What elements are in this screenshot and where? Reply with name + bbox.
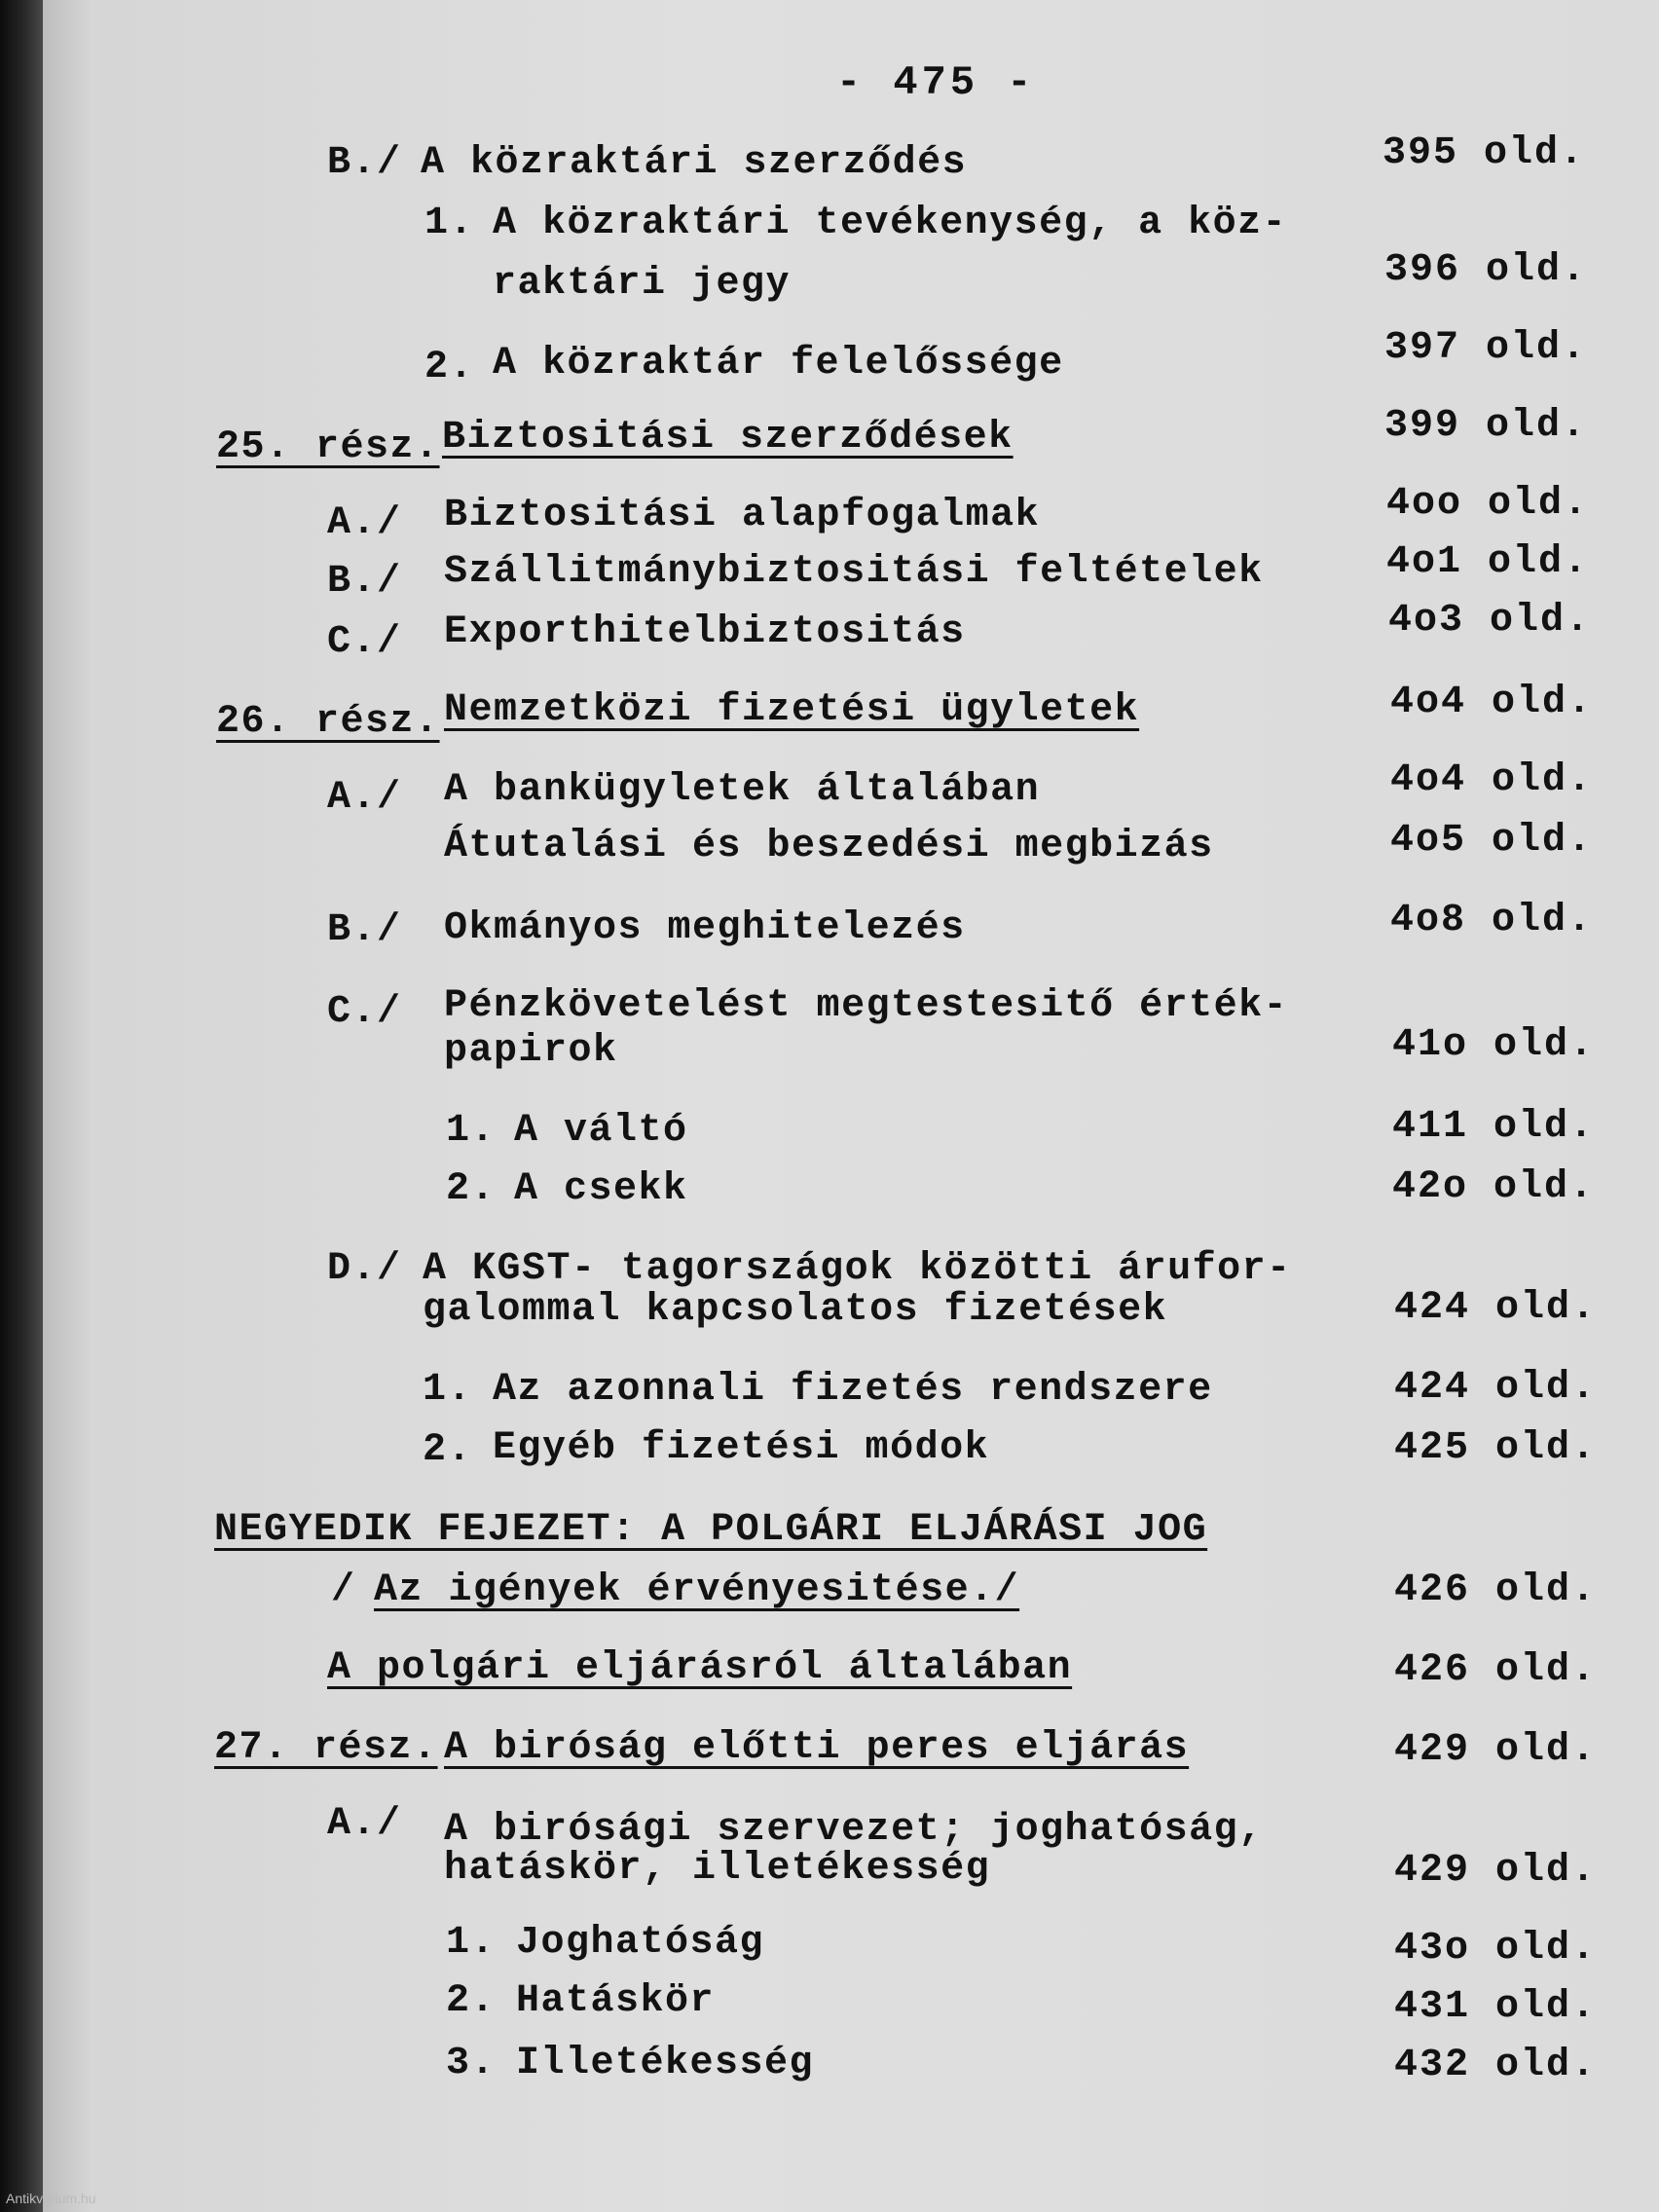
toc-prefix: A./ (327, 776, 402, 820)
toc-prefix: 1. (423, 1368, 473, 1412)
toc-page-ref: 4o5 old. (1390, 819, 1594, 863)
toc-entry-title: Szállitmánybiztositási feltételek (444, 550, 1264, 594)
chapter-heading: NEGYEDIK FEJEZET: A POLGÁRI ELJÁRÁSI JOG (214, 1508, 1208, 1552)
document-page (43, 0, 1659, 2212)
toc-page-ref: 4o4 old. (1390, 681, 1594, 724)
toc-entry-title: Joghatóság (516, 1921, 765, 1965)
toc-entry-title: A KGST- tagországok közötti árufor- (423, 1247, 1292, 1291)
toc-page-ref: 411 old. (1392, 1105, 1596, 1149)
toc-prefix: A./ (327, 1802, 402, 1846)
toc-prefix: D./ (327, 1247, 402, 1291)
toc-entry-title: raktári jegy (493, 262, 792, 306)
toc-part-label: 25. rész. (216, 425, 440, 469)
toc-page-ref: 395 old. (1382, 131, 1586, 175)
toc-part-title: A biróság előtti peres eljárás (444, 1726, 1190, 1770)
toc-page-ref: 43o old. (1394, 1927, 1598, 1971)
toc-page-ref: 4o3 old. (1388, 599, 1592, 643)
toc-entry-title: Pénzkövetelést megtestesitő érték- (444, 984, 1289, 1028)
toc-prefix: B./ (327, 908, 402, 952)
toc-part-title: Biztositási szerződések (442, 416, 1014, 460)
toc-prefix: 1. (424, 202, 475, 245)
toc-prefix: B./ (327, 141, 402, 185)
toc-page-ref: 42o old. (1392, 1165, 1596, 1209)
toc-page-ref: 429 old. (1394, 1849, 1598, 1893)
toc-prefix: 2. (423, 1428, 473, 1472)
toc-prefix: C./ (327, 990, 402, 1034)
toc-entry-title: A közraktári szerződés (421, 141, 968, 185)
toc-page-ref: 399 old. (1384, 404, 1588, 448)
toc-part-title: Nemzetközi fizetési ügyletek (444, 688, 1140, 732)
toc-page-ref: 41o old. (1392, 1023, 1596, 1067)
toc-entry-title: A csekk (514, 1167, 688, 1211)
toc-section-title: A polgári eljárásról általában (327, 1646, 1073, 1690)
toc-page-ref: 424 old. (1394, 1366, 1598, 1410)
page-number: - 475 - (836, 59, 1036, 106)
watermark: Antikvarium.hu (6, 2191, 96, 2206)
toc-page-ref: 432 old. (1394, 2044, 1598, 2087)
toc-page-ref: 396 old. (1384, 248, 1588, 292)
toc-entry-title: Átutalási és beszedési megbizás (444, 825, 1214, 868)
toc-entry-title: A bankügyletek általában (444, 768, 1041, 812)
toc-entry-title: A váltó (514, 1109, 688, 1153)
toc-prefix: 1. (446, 1109, 497, 1153)
toc-prefix: 2. (424, 346, 475, 389)
toc-page-ref: 397 old. (1384, 326, 1588, 370)
toc-part-label: 26. rész. (216, 700, 440, 744)
toc-prefix: B./ (327, 560, 402, 604)
toc-page-ref: 4oo old. (1386, 482, 1590, 526)
toc-prefix: C./ (327, 620, 402, 664)
chapter-subtitle: Az igények érvényesitése./ (374, 1568, 1020, 1612)
toc-entry-title: Illetékesség (516, 2042, 815, 2085)
toc-page-ref: 425 old. (1394, 1426, 1598, 1470)
toc-page-ref: 4o1 old. (1386, 540, 1590, 584)
toc-entry-title: Okmányos meghitelezés (444, 906, 966, 950)
toc-entry-title: hatáskör, illetékesség (444, 1847, 991, 1891)
toc-entry-title: galommal kapcsolatos fizetések (423, 1288, 1168, 1332)
toc-prefix: / (331, 1568, 356, 1612)
toc-part-label: 27. rész. (214, 1726, 438, 1770)
toc-entry-title: A közraktári tevékenység, a köz- (493, 202, 1288, 245)
toc-page-ref: 424 old. (1394, 1286, 1598, 1330)
toc-entry-title: Az azonnali fizetés rendszere (493, 1368, 1213, 1412)
book-binding-edge (0, 0, 43, 2212)
toc-entry-title: A birósági szervezet; joghatóság, (444, 1808, 1264, 1852)
toc-page-ref: 431 old. (1394, 1985, 1598, 2029)
toc-entry-title: Egyéb fizetési módok (493, 1426, 990, 1470)
toc-page-ref: 426 old. (1394, 1648, 1598, 1692)
toc-prefix: 2. (446, 1979, 497, 2023)
toc-page-ref: 4o8 old. (1390, 899, 1594, 942)
toc-prefix: A./ (327, 501, 402, 545)
toc-prefix: 1. (446, 1921, 497, 1965)
toc-entry-title: papirok (444, 1029, 618, 1073)
toc-prefix: 2. (446, 1167, 497, 1211)
toc-prefix: 3. (446, 2042, 497, 2085)
toc-entry-title: A közraktár felelőssége (493, 342, 1064, 386)
toc-entry-title: Hatáskör (516, 1979, 716, 2023)
toc-entry-title: Biztositási alapfogalmak (444, 494, 1041, 537)
toc-page-ref: 4o4 old. (1390, 758, 1594, 802)
toc-page-ref: 426 old. (1394, 1568, 1598, 1612)
toc-page-ref: 429 old. (1394, 1728, 1598, 1772)
toc-entry-title: Exporthitelbiztositás (444, 610, 966, 654)
